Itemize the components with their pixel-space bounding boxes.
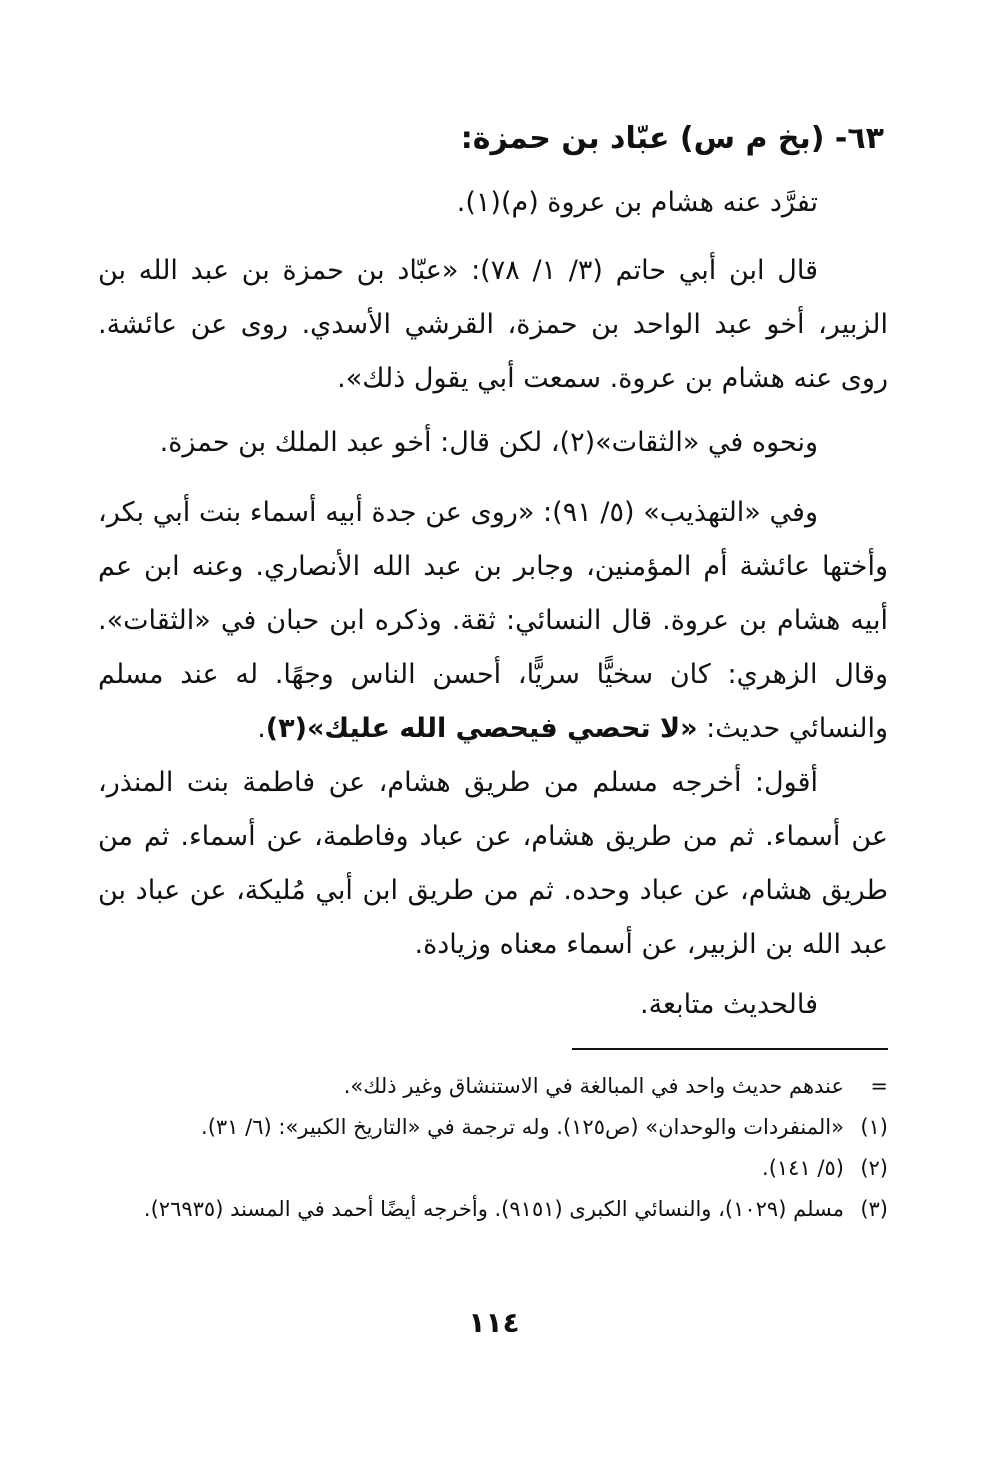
paragraph-thiqat: ونحوه في «الثقات»(٢)، لكن قال: أخو عبد الملك بن حمزة. (159, 427, 818, 458)
footnote-marker: (٣) (860, 1197, 888, 1221)
footnote-2 (98, 1148, 888, 1189)
footnote-1 (98, 1107, 888, 1148)
paragraph-ibn-abi-hatim: قال ابن أبي حاتم (٣/ ١/ ٧٨): «عبّاد بن حمزة بن عبد الله بن الزبير، أخو عبد الواحد بن حمزة، القرشي الأسدي. روى عن عائشة. روى عنه هشام بن عروة. سمعت أبي يقول ذلك». (98, 255, 888, 394)
footnote-text: عندهم حديث واحد في المبالغة في الاستنشاق وغير ذلك». (343, 1074, 844, 1098)
footnote-text: (٥/ ١٤١). (762, 1156, 844, 1180)
paragraph-narrator-note: تفرَّد عنه هشام بن عروة (م)(١). (456, 187, 818, 218)
paragraph-conclusion: فالحديث متابعة. (639, 989, 818, 1020)
paragraph-tahdhib-text: وفي «التهذيب» (٥/ ٩١): «روى عن جدة أبيه أسماء بنت أبي بكر، وأختها عائشة أم المؤمنين، وجابر بن عبد الله الأنصاري. وعنه ابن عم أبيه هشام بن عروة. قال النسائي: ثقة. وذكره ابن حبان في «الثقات». وقال الزهري: كان سخيًّا سريًّا، أحسن الناس وجهًا. له عند مسلم والنسائي حديث: (98, 497, 888, 744)
footnote-divider (572, 1048, 888, 1050)
footnote-marker: = (870, 1074, 888, 1098)
hadith-quote: «لا تحصي فيحصي الله عليك»(٣) (265, 713, 698, 744)
footnote-text: «المنفردات والوحدان» (ص١٢٥). وله ترجمة في «التاريخ الكبير»: (٦/ ٣١). (201, 1115, 844, 1139)
page-number: ١١٤ (468, 1306, 520, 1339)
paragraph-tahdhib (98, 486, 888, 756)
entry-heading: ٦٣- (بخ م س) عبّاد بن حمزة: (460, 121, 884, 156)
hadith-quote-end: . (257, 713, 266, 744)
footnote-continuation (98, 1066, 888, 1107)
footnotes-section (98, 1066, 888, 1230)
paragraph-author-comment: أقول: أخرجه مسلم من طريق هشام، عن فاطمة بنت المنذر، عن أسماء. ثم من طريق هشام، عن عباد وفاطمة، عن أسماء. ثم من طريق هشام، عن عباد وحده. ثم من طريق ابن أبي مُليكة، عن عباد بن عبد الله بن الزبير، عن أسماء معناه وزيادة. (98, 767, 888, 960)
footnote-marker: (٢) (860, 1156, 888, 1180)
footnote-3 (98, 1189, 888, 1230)
footnote-text: مسلم (١٠٢٩)، والنسائي الكبرى (٩١٥١). وأخرجه أيضًا أحمد في المسند (٢٦٩٣٥). (143, 1197, 844, 1221)
footnote-marker: (١) (860, 1115, 888, 1139)
